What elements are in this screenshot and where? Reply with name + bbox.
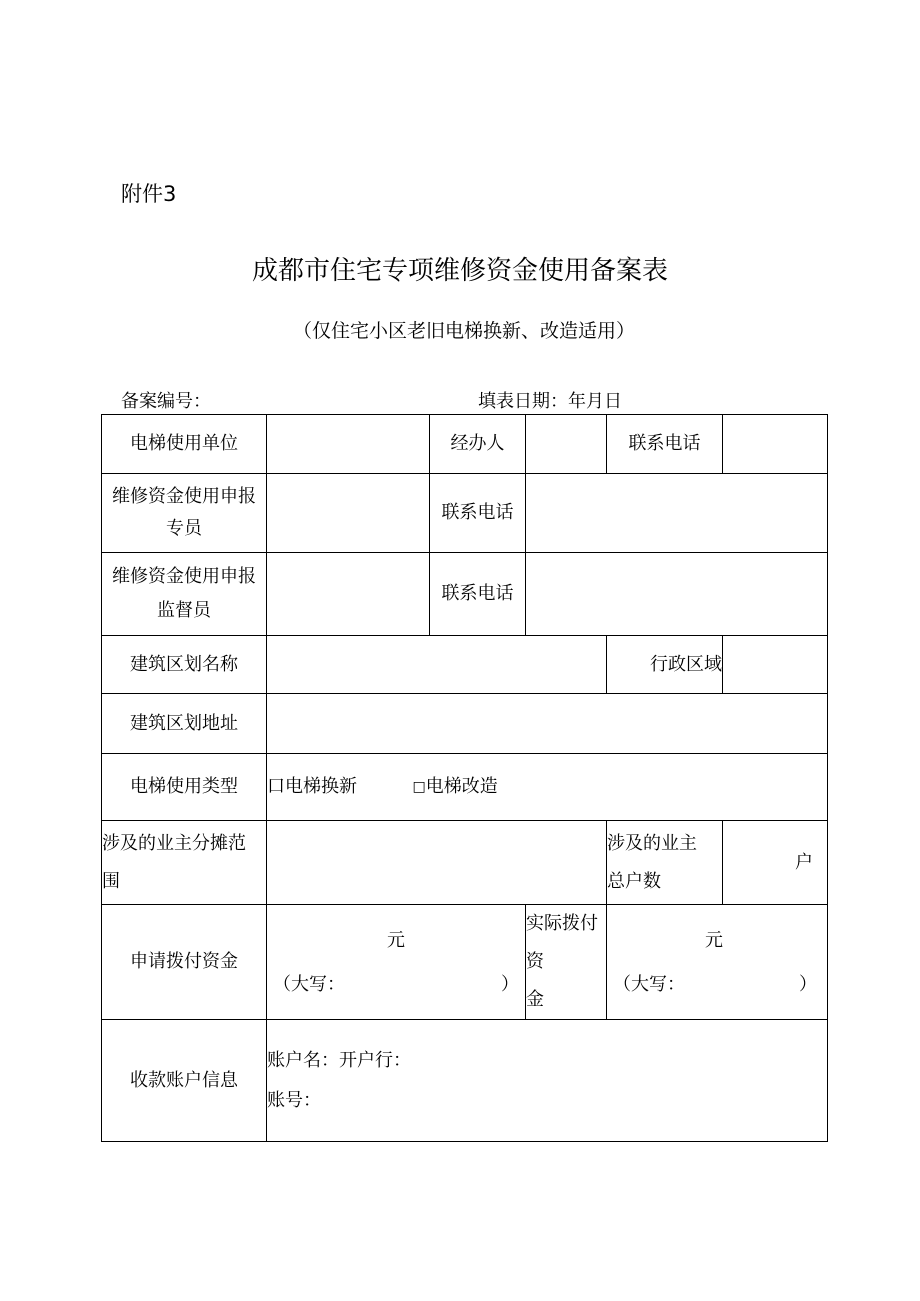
table-row <box>102 905 828 1020</box>
admin-region-label: 行政区域 <box>607 636 723 694</box>
actual-yuan-unit: 元 <box>705 930 723 951</box>
household-unit: 户 <box>795 851 813 873</box>
apply-capital-label: （大写： <box>273 974 345 995</box>
table-row <box>102 636 828 694</box>
handler-label: 经办人 <box>430 415 526 474</box>
supervisor-label <box>102 553 267 636</box>
supervisor-label-line2: 监督员 <box>157 600 211 621</box>
account-info-label: 收款账户信息 <box>102 1020 267 1142</box>
applicant-label-line1: 维修资金使用申报 <box>112 486 256 507</box>
owners-total-label-line2: 总户数 <box>607 870 661 892</box>
district-address-field[interactable] <box>267 694 828 754</box>
applicant-phone-label: 联系电话 <box>430 474 526 553</box>
owners-scope-label-line2: 围 <box>102 870 120 892</box>
apply-funds-label: 申请拨付资金 <box>102 905 267 1020</box>
actual-funds-field[interactable] <box>607 905 828 1020</box>
owners-scope-field[interactable] <box>267 821 607 905</box>
actual-capital-close: ） <box>799 974 817 995</box>
applicant-phone-field[interactable] <box>526 474 828 553</box>
apply-capital-close: ） <box>501 974 519 995</box>
supervisor-label-line1: 维修资金使用申报 <box>112 566 256 587</box>
owners-total-label-line1: 涉及的业主 <box>607 832 697 854</box>
supervisor-phone-field[interactable] <box>526 553 828 636</box>
account-line-1: 账户名：开户行： <box>267 1049 411 1071</box>
account-info-field[interactable] <box>267 1020 828 1142</box>
elevator-unit-field[interactable] <box>267 415 430 474</box>
usage-type-label: 电梯使用类型 <box>102 754 267 821</box>
fill-date-label: 填表日期：年月日 <box>478 391 622 412</box>
page-title: 成都市住宅专项维修资金使用备案表 <box>251 256 668 286</box>
renovate-option-label: 电梯改造 <box>425 776 498 797</box>
applicant-label <box>102 474 267 553</box>
usage-type-options <box>267 754 828 821</box>
renovate-checkbox[interactable]: □ <box>412 779 426 795</box>
replace-option-label: 电梯换新 <box>285 776 357 797</box>
applicant-label-line2: 专员 <box>166 518 202 539</box>
apply-yuan-unit: 元 <box>387 930 405 951</box>
account-line-2: 账号： <box>267 1089 321 1111</box>
actual-capital-label: （大写： <box>613 974 685 995</box>
supervisor-phone-label: 联系电话 <box>430 553 526 636</box>
table-row <box>102 754 828 821</box>
owners-total-label <box>607 821 723 905</box>
page-subtitle: （仅住宅小区老旧电梯换新、改造适用） <box>292 320 635 342</box>
table-row <box>102 415 828 474</box>
supervisor-field[interactable] <box>267 553 430 636</box>
owners-scope-label-line1: 涉及的业主分摊范 <box>102 832 246 854</box>
applicant-field[interactable] <box>267 474 430 553</box>
admin-region-field[interactable] <box>723 636 828 694</box>
record-form-table <box>101 414 828 1142</box>
apply-funds-field[interactable] <box>267 905 526 1020</box>
district-name-label: 建筑区划名称 <box>102 636 267 694</box>
handler-field[interactable] <box>526 415 607 474</box>
table-row <box>102 553 828 636</box>
contact-phone-field[interactable] <box>723 415 828 474</box>
owners-scope-label <box>102 821 267 905</box>
contact-phone-label: 联系电话 <box>607 415 723 474</box>
table-row <box>102 1020 828 1142</box>
district-name-field[interactable] <box>267 636 607 694</box>
actual-funds-label <box>526 905 607 1020</box>
table-row <box>102 821 828 905</box>
replace-checkbox[interactable]: 口 <box>267 776 285 797</box>
actual-funds-label-line1: 实际拨付资 <box>526 913 598 972</box>
elevator-unit-label: 电梯使用单位 <box>102 415 267 474</box>
table-row <box>102 694 828 754</box>
attachment-label: 附件3 <box>121 182 177 206</box>
record-number-label: 备案编号： <box>121 391 211 412</box>
actual-funds-label-line2: 金 <box>526 989 544 1010</box>
table-row <box>102 474 828 553</box>
district-address-label: 建筑区划地址 <box>102 694 267 754</box>
owners-total-field[interactable] <box>723 821 828 905</box>
